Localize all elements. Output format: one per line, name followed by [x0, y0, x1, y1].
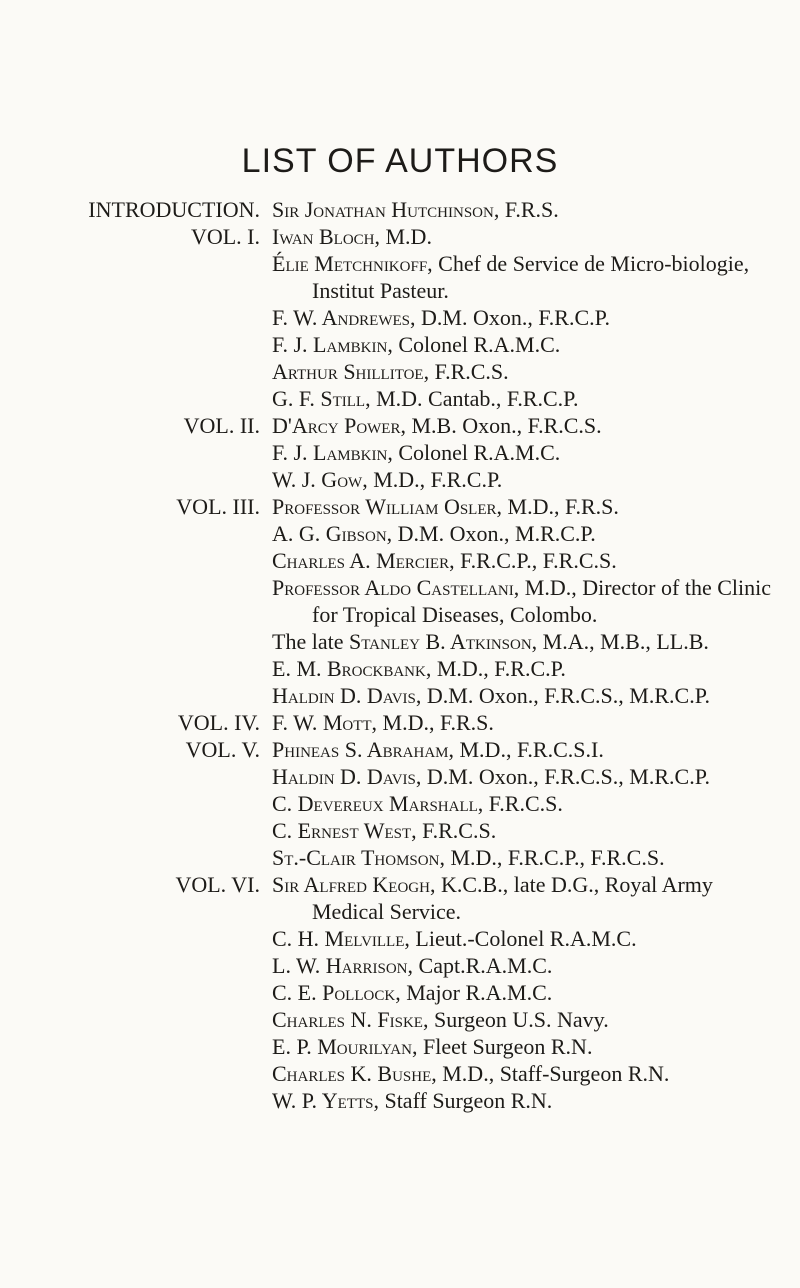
- author-credentials: , K.C.B., late D.G., Royal Army Medical Service.: [312, 872, 713, 924]
- author-credentials: , D.M. Oxon., M.R.C.P.: [386, 521, 596, 546]
- author-credentials: , Capt.R.A.M.C.: [407, 953, 553, 978]
- author-credentials: , M.B. Oxon., F.R.C.S.: [400, 413, 602, 438]
- author-entry: [272, 925, 772, 952]
- author-name: Stanley B. Atkinson: [348, 629, 532, 654]
- author-entries: [272, 223, 772, 412]
- author-entry: [272, 1060, 772, 1087]
- author-entry: [272, 655, 772, 682]
- author-name: Arthur Shillitoe: [272, 359, 424, 384]
- author-entry: [272, 682, 772, 709]
- author-entry: [272, 1006, 772, 1033]
- author-credentials: , Chef de Service de Micro-biologie, Institut Pasteur.: [312, 251, 750, 303]
- author-credentials: , Fleet Surgeon R.N.: [411, 1034, 593, 1059]
- author-entry: [272, 466, 772, 493]
- author-credentials: , F.R.C.S.: [411, 818, 497, 843]
- volume-label: VOL. II.: [183, 413, 260, 438]
- author-entry: [272, 952, 772, 979]
- author-entry: [272, 736, 772, 763]
- author-name: Professor William Osler: [272, 494, 497, 519]
- author-credentials: , F.R.C.S.: [477, 791, 563, 816]
- author-entry: [272, 709, 772, 736]
- author-credentials: , D.M. Oxon., F.R.C.S., M.R.C.P.: [415, 683, 710, 708]
- volume-label: VOL. VI.: [175, 872, 260, 897]
- author-credentials: , Colonel R.A.M.C.: [387, 332, 561, 357]
- author-entry: [272, 331, 772, 358]
- author-name: E. M. Brockbank: [272, 656, 426, 681]
- author-name: W. J. Gow: [272, 467, 363, 492]
- author-entry: [272, 871, 772, 925]
- author-entries: [272, 412, 772, 493]
- volume-label: VOL. V.: [185, 737, 260, 762]
- author-name: Haldin D. Davis: [272, 683, 416, 708]
- author-credentials: , M.D., F.R.C.P.: [362, 467, 503, 492]
- volume-section: [0, 736, 800, 871]
- author-prefix: The late: [272, 629, 349, 654]
- author-credentials: , F.R.C.P., F.R.C.S.: [449, 548, 617, 573]
- author-entry: [272, 493, 772, 520]
- author-name: St.-Clair Thomson: [272, 845, 440, 870]
- author-name: F. W. Mott: [272, 710, 372, 735]
- author-credentials: , F.R.S.: [493, 197, 559, 222]
- volume-section: [0, 223, 800, 412]
- author-name: F. J. Lambkin: [272, 332, 388, 357]
- author-name: A. G. Gibson: [272, 521, 387, 546]
- author-name: W. P. Yetts: [272, 1088, 374, 1113]
- author-entry: [272, 520, 772, 547]
- author-entry: [272, 304, 772, 331]
- author-entry: [272, 439, 772, 466]
- author-entries: [272, 871, 772, 1114]
- author-entry: [272, 790, 772, 817]
- author-entries: [272, 196, 772, 223]
- author-credentials: , M.D., F.R.S.: [371, 710, 494, 735]
- author-credentials: , Surgeon U.S. Navy.: [422, 1007, 609, 1032]
- author-entries: [272, 736, 772, 871]
- author-entry: [272, 628, 772, 655]
- author-credentials: , M.D., F.R.C.S.I.: [448, 737, 604, 762]
- author-entry: [272, 1087, 772, 1114]
- author-credentials: , M.D.: [374, 224, 432, 249]
- volume-section: [0, 709, 800, 736]
- author-entry: [272, 547, 772, 574]
- author-credentials: , Staff Surgeon R.N.: [373, 1088, 553, 1113]
- author-list: [0, 196, 800, 1114]
- author-name: G. F. Still: [272, 386, 366, 411]
- volume-section: [0, 196, 800, 223]
- author-name: Charles K. Bushe: [272, 1061, 432, 1086]
- author-name: F. W. Andrewes: [272, 305, 410, 330]
- author-entry: [272, 763, 772, 790]
- author-credentials: , M.D., F.R.C.P.: [425, 656, 566, 681]
- author-entry: [272, 979, 772, 1006]
- page-title: LIST OF AUTHORS: [241, 142, 559, 180]
- author-name: Professor Aldo Castellani: [272, 575, 514, 600]
- author-credentials: , M.A., M.B., LL.B.: [531, 629, 709, 654]
- author-name: Charles A. Mercier: [272, 548, 450, 573]
- author-entry: [272, 223, 772, 250]
- author-credentials: , M.D., F.R.S.: [496, 494, 619, 519]
- author-name: Haldin D. Davis: [272, 764, 416, 789]
- author-name: C. Ernest West: [272, 818, 412, 843]
- author-credentials: , M.D. Cantab., F.R.C.P.: [365, 386, 579, 411]
- author-name: F. J. Lambkin: [272, 440, 388, 465]
- author-name: D'Arcy Power: [272, 413, 401, 438]
- author-entry: [272, 358, 772, 385]
- volume-section: [0, 871, 800, 1114]
- author-entries: [272, 709, 772, 736]
- volume-section: [0, 412, 800, 493]
- author-credentials: , Colonel R.A.M.C.: [387, 440, 561, 465]
- author-name: C. H. Melville: [272, 926, 405, 951]
- author-name: Iwan Bloch: [272, 224, 375, 249]
- author-name: Sir Jonathan Hutchinson: [272, 197, 494, 222]
- volume-label: VOL. III.: [176, 494, 260, 519]
- author-entry: [272, 250, 772, 304]
- author-name: C. Devereux Marshall: [272, 791, 478, 816]
- author-credentials: , M.D., Staff-Surgeon R.N.: [431, 1061, 670, 1086]
- author-credentials: , F.R.C.S.: [423, 359, 509, 384]
- author-name: C. E. Pollock: [272, 980, 396, 1005]
- author-entry: [272, 574, 772, 628]
- author-credentials: , M.D., Director of the Clinic for Tropical Diseases, Colombo.: [312, 575, 771, 627]
- volume-label: INTRODUCTION.: [88, 197, 260, 222]
- author-name: Charles N. Fiske: [272, 1007, 423, 1032]
- author-credentials: , D.M. Oxon., F.R.C.P.: [410, 305, 610, 330]
- author-credentials: , Lieut.-Colonel R.A.M.C.: [404, 926, 637, 951]
- volume-label: VOL. IV.: [177, 710, 260, 735]
- author-entry: [272, 385, 772, 412]
- author-credentials: , Major R.A.M.C.: [395, 980, 553, 1005]
- author-entries: [272, 493, 772, 709]
- author-name: Sir Alfred Keogh: [272, 872, 430, 897]
- author-credentials: , D.M. Oxon., F.R.C.S., M.R.C.P.: [415, 764, 710, 789]
- author-credentials: , M.D., F.R.C.P., F.R.C.S.: [439, 845, 665, 870]
- author-entry: [272, 1033, 772, 1060]
- author-entry: [272, 196, 772, 223]
- volume-label: VOL. I.: [190, 224, 260, 249]
- volume-section: [0, 493, 800, 709]
- author-entry: [272, 844, 772, 871]
- author-entry: [272, 817, 772, 844]
- author-entry: [272, 412, 772, 439]
- author-name: L. W. Harrison: [272, 953, 408, 978]
- author-name: Phineas S. Abraham: [272, 737, 449, 762]
- author-name: E. P. Mourilyan: [272, 1034, 412, 1059]
- author-name: Élie Metchnikoff: [272, 251, 428, 276]
